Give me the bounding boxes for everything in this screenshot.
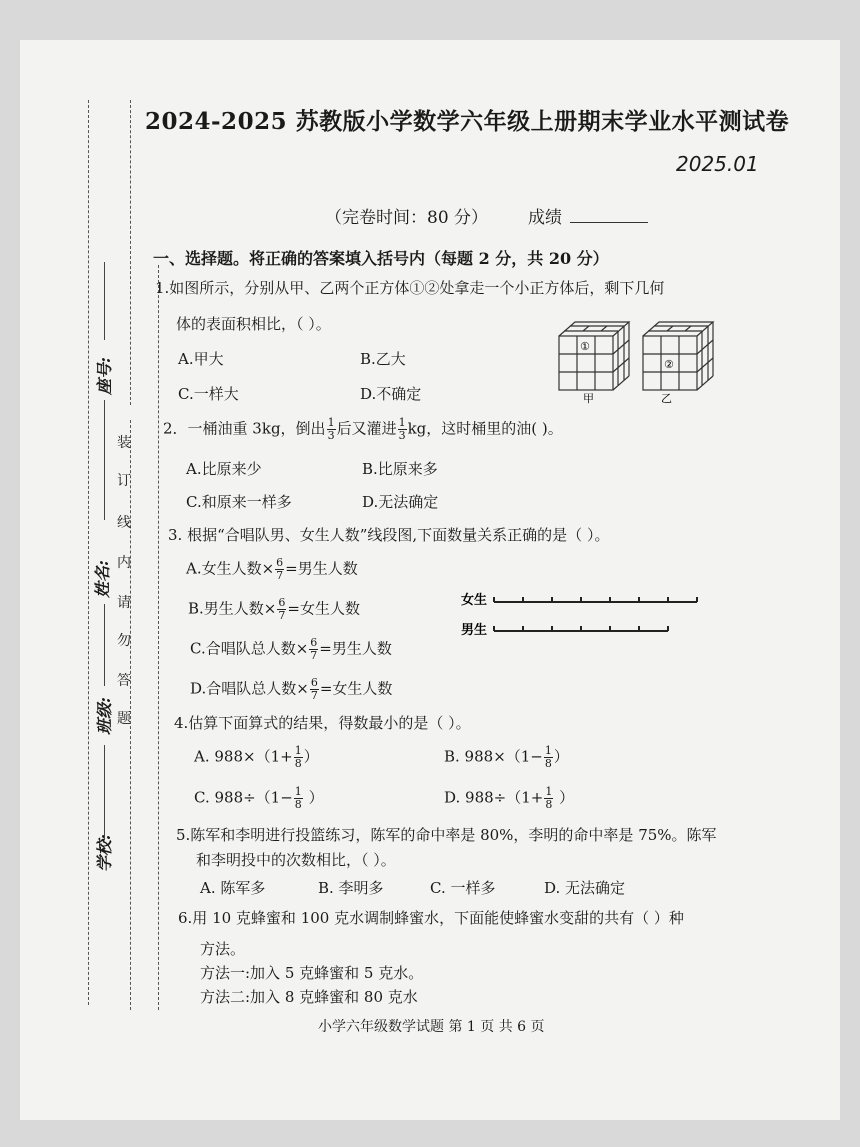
q3-option-c[interactable]: C.合唱队总人数× $\frac{6}{7}$ =男生人数 [190,636,392,662]
q3-option-a[interactable]: A.女生人数× $\frac{6}{7}$ =男生人数 [186,556,358,582]
class-blank[interactable] [104,604,105,686]
school-blank[interactable] [104,745,105,840]
seat-label: 座号: [95,357,114,395]
q2-option-b[interactable]: B.比原来多 [362,460,438,478]
q6-stem-line1: 6.用 10 克蜂蜜和 100 克水调制蜂蜜水，下面能使蜂蜜水变甜的共有（ ）种 [178,909,684,927]
q5-stem-line1: 5.陈军和李明进行投篮练习，陈军的命中率是 80%，李明的命中率是 75%。陈军 [176,826,717,844]
score-label: 成绩 [528,208,562,228]
q1-option-c[interactable]: C.一样大 [178,385,239,403]
q2-text: 后又灌进 [336,419,397,438]
q1-stem-line1: 1.如图所示，分别从甲、乙两个正方体①②处拿走一个小正方体后，剩下几何 [155,279,665,297]
diagram-label-girls: 女生 [461,593,488,608]
binding-dashed-line-right [158,265,159,1010]
name-label: 姓名: [93,560,112,598]
cube-figure [555,318,725,406]
page-footer: 小学六年级数学试题 第 1 页 共 6 页 [318,1019,545,1035]
section-heading: 一、选择题。将正确的答案填入括号内（每题 2 分，共 20 分） [153,249,609,268]
binding-dashed-line-outer [88,100,89,1005]
line-segment-diagram [458,586,708,642]
cube-jia [559,322,629,390]
exam-title: 2024-2025 苏教版小学数学六年级上册期末学业水平测试卷 [145,108,790,135]
q4-option-a[interactable]: A. 988×（1+ $\frac{1}{8}$ ） [194,744,319,770]
diagram-label-boys: 男生 [461,623,488,638]
q2-text: 2．一桶油重 3kg，倒出 [163,419,326,438]
q2-option-c[interactable]: C.和原来一样多 [186,493,292,511]
cube-yi [643,322,713,390]
fraction: $\frac{1}{3}$ [327,416,335,442]
fraction: $\frac{1}{3}$ [398,416,406,442]
exam-page [20,40,840,1120]
q4-stem: 4.估算下面算式的结果，得数最小的是（ ）。 [174,714,471,732]
q3-option-b[interactable]: B.男生人数× $\frac{6}{7}$ =女生人数 [188,596,360,622]
binding-char: 内 [117,555,131,571]
name-blank[interactable] [104,400,105,520]
exam-date: 2025.01 [676,152,759,176]
q6-stem-line2: 方法。 [200,940,246,958]
cube-name-jia: 甲 [583,392,594,405]
q1-option-b[interactable]: B.乙大 [360,350,406,368]
q2-stem [163,417,563,442]
q5-option-a[interactable]: A. 陈军多 [200,879,266,897]
q6-method-1: 方法一:加入 5 克蜂蜜和 5 克水。 [200,964,424,982]
binding-dashed-line-left-top [130,100,131,405]
binding-char: 线 [117,515,131,531]
q3-stem: 3. 根据“合唱队男、女生人数”线段图,下面数量关系正确的是（ ）。 [168,526,610,544]
seat-blank[interactable] [104,262,105,340]
score-blank[interactable] [570,222,648,223]
binding-char: 装 [117,435,131,451]
q4-option-c[interactable]: C. 988÷（1− $\frac{1}{8}$ ） [194,785,324,811]
q5-option-b[interactable]: B. 李明多 [318,879,384,897]
q6-method-2: 方法二:加入 8 克蜂蜜和 80 克水 [200,988,418,1006]
binding-char: 订 [117,473,131,489]
cube-label-1: ① [580,340,590,353]
q5-option-c[interactable]: C. 一样多 [430,879,496,897]
time-note: （完卷时间：80 分） [325,208,489,228]
binding-char: 勿 [117,633,131,649]
q4-option-d[interactable]: D. 988÷（1+ $\frac{1}{8}$ ） [444,785,575,811]
binding-char: 请 [117,595,131,611]
q3-option-d[interactable]: D.合唱队总人数× $\frac{6}{7}$ =女生人数 [190,676,393,702]
q2-option-a[interactable]: A.比原来少 [186,460,262,478]
binding-char: 题 [117,711,131,727]
cube-name-yi: 乙 [661,392,672,405]
binding-char: 答 [117,673,131,689]
q5-stem-line2: 和李明投中的次数相比，（ ）。 [196,851,396,869]
cube-label-2: ② [664,358,674,371]
school-label: 学校: [95,834,114,872]
q4-option-b[interactable]: B. 988×（1− $\frac{1}{8}$ ） [444,744,569,770]
q1-option-d[interactable]: D.不确定 [360,385,422,403]
q5-option-d[interactable]: D. 无法确定 [544,879,626,897]
q1-stem-line2: 体的表面积相比，（ ）。 [176,315,331,333]
q2-option-d[interactable]: D.无法确定 [362,493,439,511]
q1-option-a[interactable]: A.甲大 [178,350,224,368]
q2-text: kg，这时桶里的油( )。 [407,419,563,438]
class-label: 班级: [95,697,114,735]
